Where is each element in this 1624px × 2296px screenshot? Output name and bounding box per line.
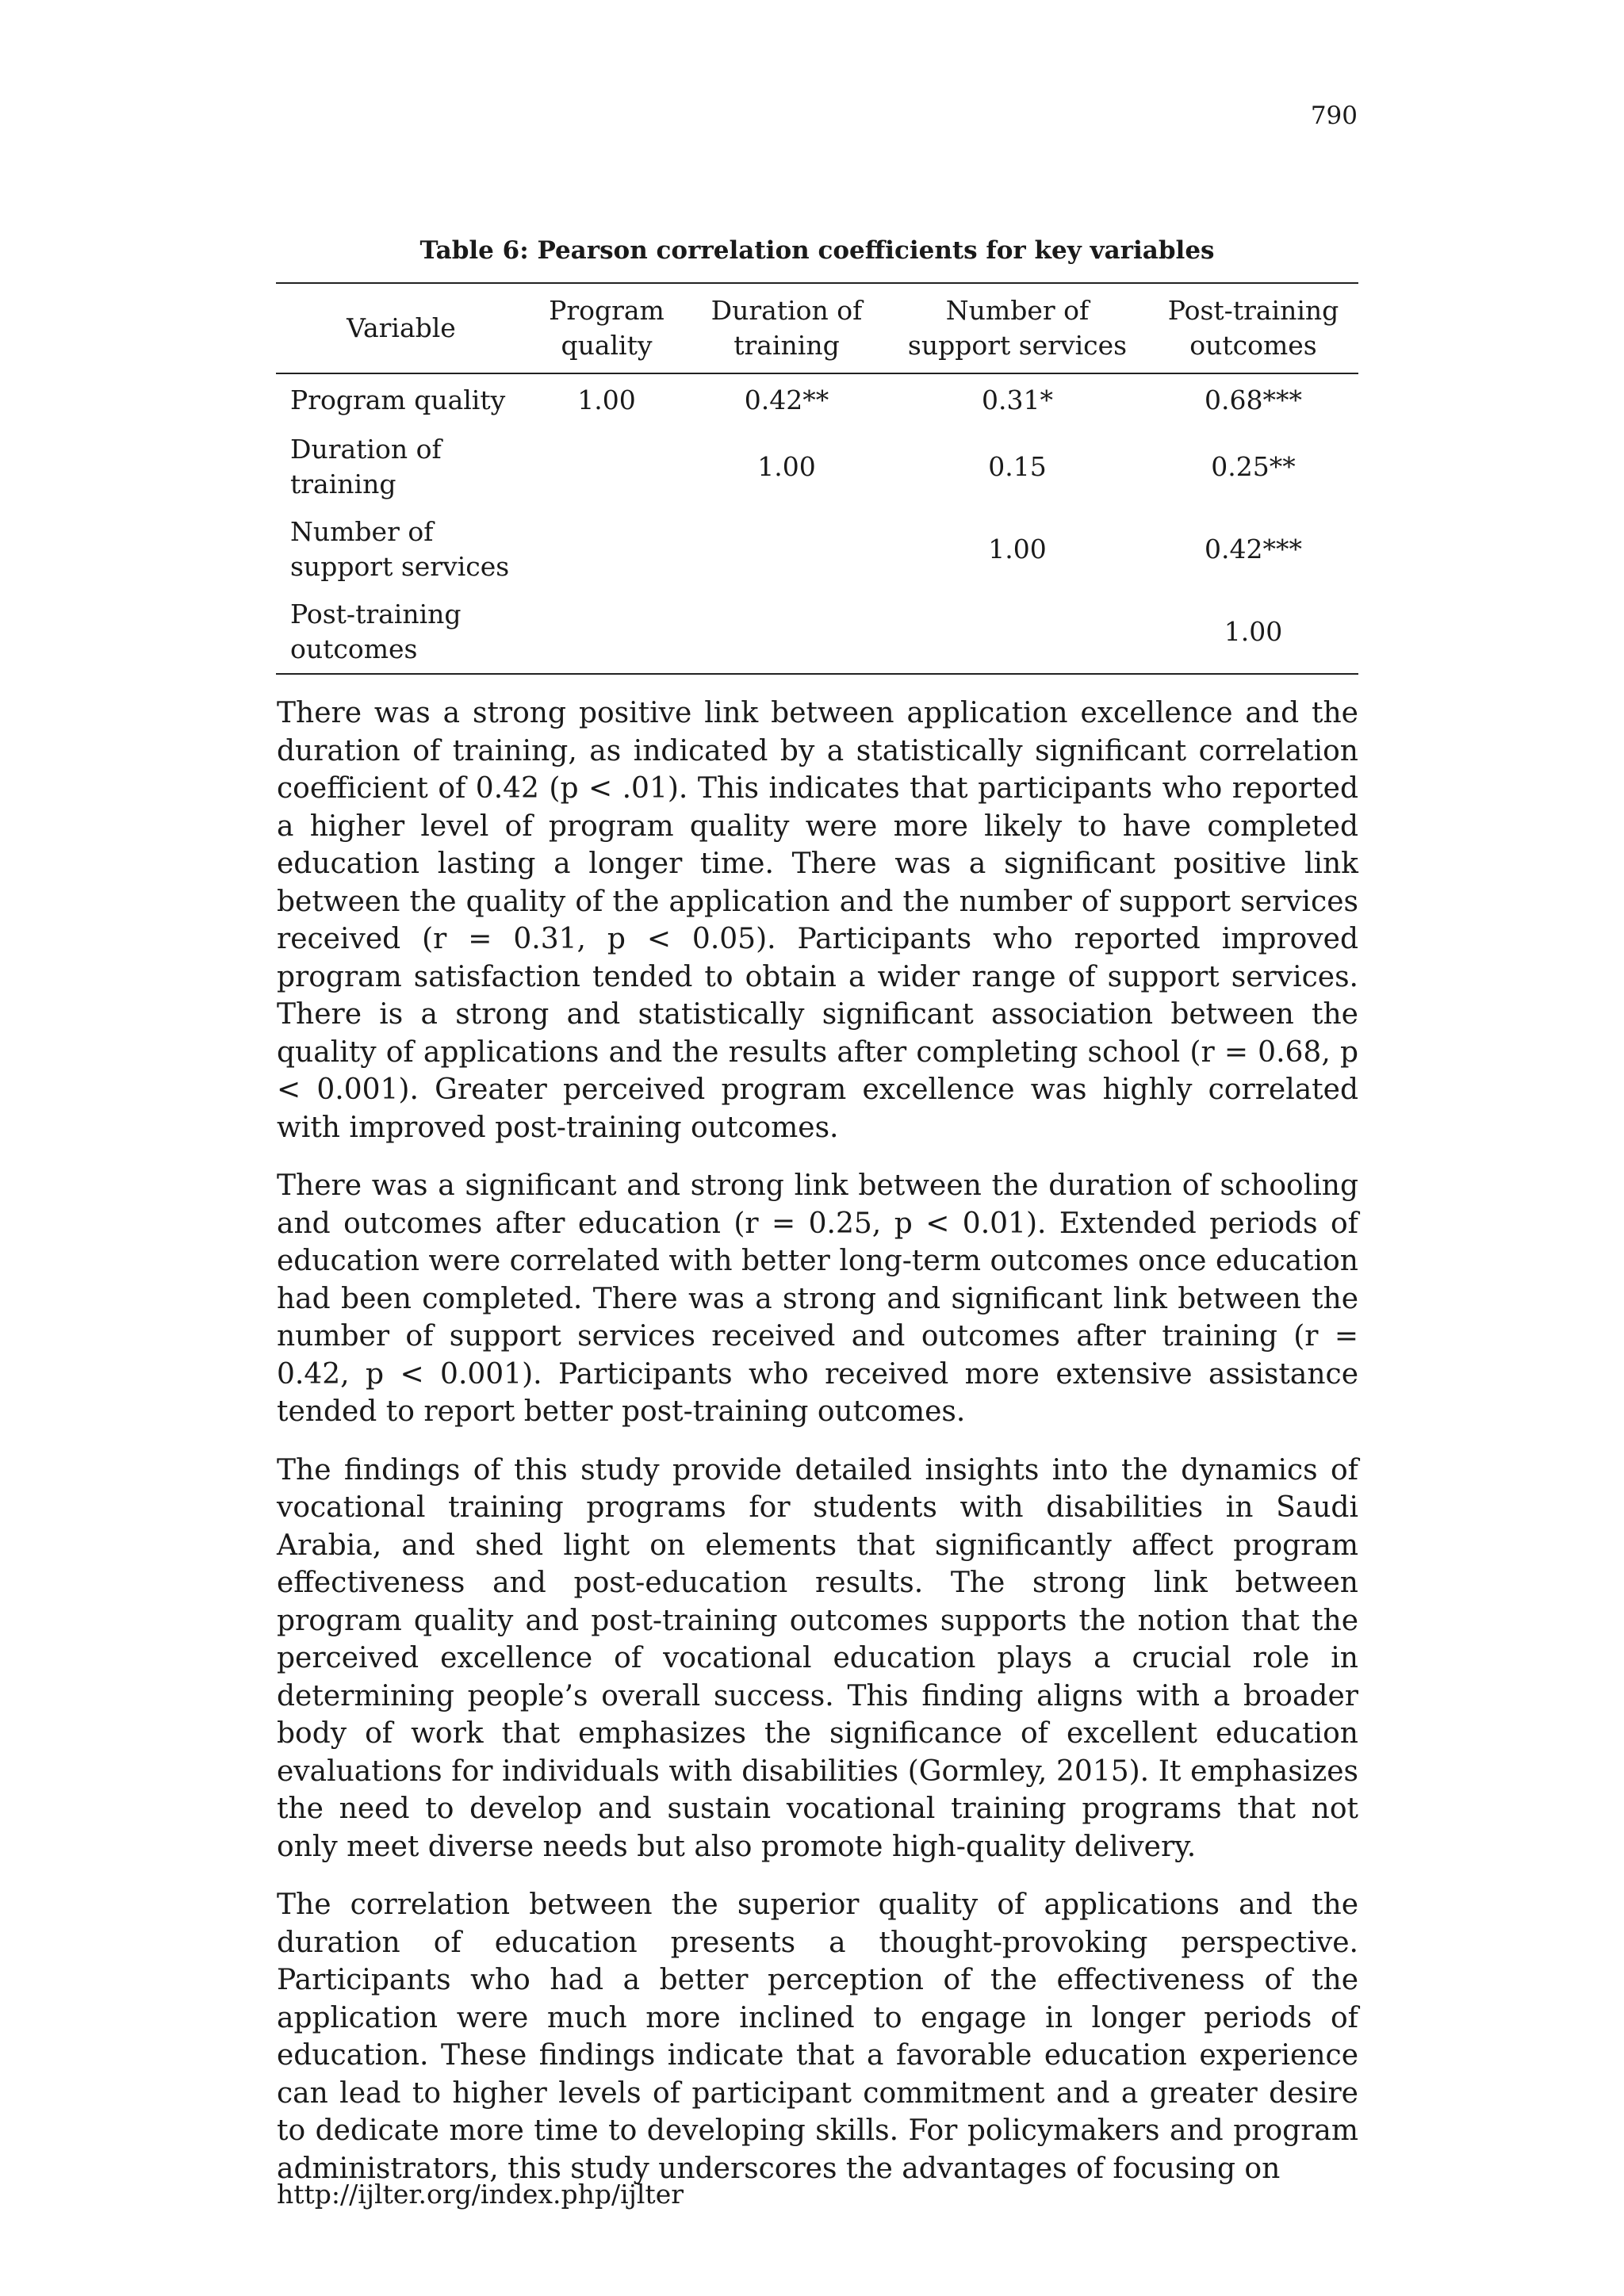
table-cell (687, 508, 887, 591)
table-row-label: Number of support services (290, 516, 510, 582)
table-row (276, 508, 1358, 591)
footer-url: http://ijlter.org/index.php/ijlter (277, 2179, 684, 2210)
table-cell (527, 508, 687, 591)
table-cell (527, 426, 687, 508)
correlation-table (276, 282, 1358, 675)
table-cell: 0.25** (1211, 451, 1296, 482)
table-header-cell: Variable (347, 312, 456, 343)
table-header-cell: Number of support services (907, 295, 1128, 361)
table-cell (687, 591, 887, 674)
body-text (277, 695, 1358, 2208)
correlation-table-section (276, 236, 1358, 675)
table-cell: 1.00 (1224, 616, 1283, 647)
body-paragraph: There was a strong positive link between application excellence and the duration of training, as indicated by a statistically significant correlation coefficient of 0.42 (p < .01). This indicates that participants who reported a higher level of program quality were more likely to have completed education lasting a longer time. There was a significant positive link between the quality of the application and the number of support services received (r = 0.31, p < 0.05). Participants who reported improved program satisfaction tended to obtain a wider range of support services. There is a strong and statistically significant association between the quality of applications and the results after completing school (r = 0.68, p < 0.001). Greater perceived program excellence was highly correlated with improved post-training outcomes. (277, 697, 1358, 1144)
body-paragraph: The correlation between the superior quality of applications and the duration of education presents a thought-provoking perspective. Participants who had a better perception of the effectiveness of the application were much more inclined to engage in longer periods of education. These findings indicate that a favorable education experience can lead to higher levels of participant commitment and a greater desire to dedicate more time to developing skills. For policymakers and program administrators, this study underscores the advantages of focusing on (277, 1888, 1358, 2185)
table-cell (887, 591, 1148, 674)
table-row-label: Program quality (290, 384, 506, 415)
table-row-label: Post-training outcomes (290, 599, 462, 664)
table-header-cell: Program quality (549, 295, 665, 361)
table-row-label: Duration of training (290, 434, 442, 499)
table-cell: 0.68*** (1205, 384, 1302, 415)
table-cell (527, 591, 687, 674)
table-cell: 1.00 (757, 451, 816, 482)
table-header-row (276, 283, 1358, 373)
table-cell: 0.31* (982, 384, 1053, 415)
table-cell: 0.42*** (1205, 534, 1302, 564)
table-cell: 0.42** (744, 384, 829, 415)
table-row (276, 591, 1358, 674)
page-number: 790 (1310, 101, 1358, 130)
table-header-cell: Duration of training (710, 295, 863, 361)
table-cell: 0.15 (988, 451, 1047, 482)
table-cell: 1.00 (988, 534, 1047, 564)
body-paragraph: The findings of this study provide detailed insights into the dynamics of vocational training programs for students with disabilities in Saudi Arabia, and shed light on elements that significantly affect program effectiveness and post-education results. The strong link between program quality and post-training outcomes supports the notion that the perceived excellence of vocational education plays a crucial role in determining people’s overall success. This finding aligns with a broader body of work that emphasizes the significance of excellent education evaluations for individuals with disabilities (Gormley, 2015). It emphasizes the need to develop and sustain vocational training programs that not only meet diverse needs but also promote high-quality delivery. (277, 1453, 1358, 1863)
table-row (276, 426, 1358, 508)
table-cell: 1.00 (577, 384, 636, 415)
table-row (276, 373, 1358, 426)
table-caption: Table 6: Pearson correlation coefficients for key variables (419, 236, 1215, 265)
table-header-cell: Post-training outcomes (1167, 295, 1339, 361)
body-paragraph: There was a significant and strong link between the duration of schooling and outcomes after education (r = 0.25, p < 0.01). Extended periods of education were correlated with better long-term outcomes once education had been completed. There was a strong and significant link between the number of support services received and outcomes after training (r = 0.42, p < 0.001). Participants who received more extensive assistance tended to report better post-training outcomes. (277, 1169, 1358, 1428)
